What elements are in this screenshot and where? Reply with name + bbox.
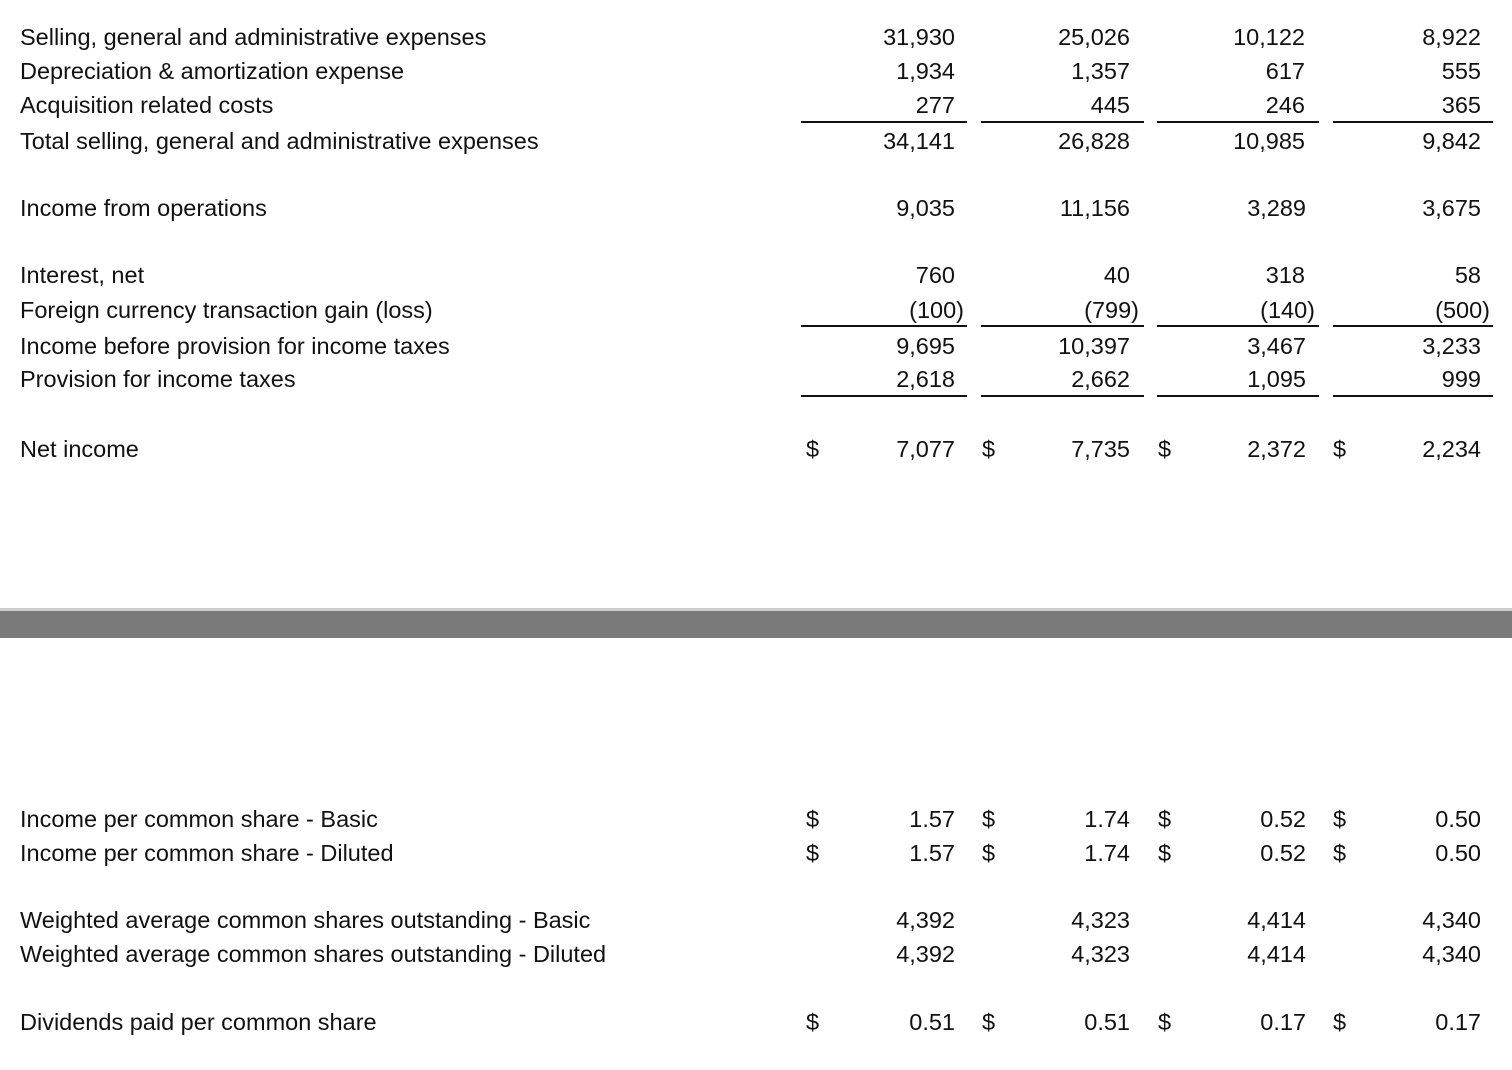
value-col-1: 1.57 (909, 840, 955, 866)
value-col-3: 3,289 (1247, 195, 1306, 221)
table-row (0, 331, 1512, 361)
row-label: Acquisition related costs (20, 92, 274, 118)
value-col-4: 365 (1441, 92, 1481, 118)
subtotal-rule (801, 325, 967, 327)
table-row (0, 126, 1512, 156)
value-col-1: 277 (915, 92, 955, 118)
value-col-2: 1,357 (1071, 58, 1130, 84)
value-col-3: 4,414 (1247, 907, 1306, 933)
row-label: Weighted average common shares outstanding - Diluted (20, 941, 607, 967)
row-label: Foreign currency transaction gain (loss) (20, 297, 433, 323)
table-row (0, 295, 1512, 325)
subtotal-rule (1157, 325, 1319, 327)
value-col-1: 9,035 (896, 195, 955, 221)
value-col-1: 760 (915, 262, 955, 288)
value-col-1: 4,392 (896, 941, 955, 967)
value-col-1: 1,934 (896, 58, 955, 84)
currency-symbol: $ (1158, 806, 1172, 832)
table-row (0, 1007, 1512, 1037)
table-row (0, 364, 1512, 394)
value-col-2: 4,323 (1071, 907, 1130, 933)
value-col-2: 10,397 (1058, 333, 1130, 359)
currency-symbol: $ (982, 840, 996, 866)
value-col-1: 7,077 (896, 436, 955, 462)
row-label: Dividends paid per common share (20, 1009, 377, 1035)
value-col-2: 0.51 (1084, 1009, 1130, 1035)
value-col-1: (100) (909, 297, 964, 323)
value-col-2: 11,156 (1059, 195, 1130, 221)
value-col-3: 10,985 (1233, 128, 1305, 154)
currency-symbol: $ (1333, 806, 1347, 832)
table-row (0, 22, 1512, 52)
value-col-2: 1.74 (1084, 806, 1130, 832)
value-col-1: 1.57 (909, 806, 955, 832)
subtotal-rule (1333, 121, 1493, 123)
currency-symbol: $ (806, 1009, 820, 1035)
table-row (0, 804, 1512, 834)
table-row (0, 838, 1512, 868)
value-col-3: 4,414 (1247, 941, 1306, 967)
value-col-3: 617 (1265, 58, 1305, 84)
value-col-4: 0.50 (1435, 840, 1481, 866)
value-col-3: 318 (1265, 262, 1305, 288)
currency-symbol: $ (1158, 840, 1172, 866)
currency-symbol: $ (982, 436, 996, 462)
currency-symbol: $ (806, 840, 820, 866)
value-col-4: 0.17 (1435, 1009, 1481, 1035)
value-col-3: 1,095 (1247, 366, 1306, 392)
currency-symbol: $ (1333, 840, 1347, 866)
table-row (0, 193, 1512, 223)
value-col-1: 31,930 (883, 24, 955, 50)
value-col-3: 0.52 (1260, 806, 1306, 832)
value-col-3: 2,372 (1247, 436, 1306, 462)
row-label: Income per common share - Diluted (20, 840, 394, 866)
table-row (0, 260, 1512, 290)
value-col-3: 246 (1265, 92, 1305, 118)
table-row (0, 939, 1512, 969)
currency-symbol: $ (806, 436, 820, 462)
value-col-3: 0.52 (1260, 840, 1306, 866)
value-col-2: 7,735 (1071, 436, 1130, 462)
row-label: Net income (20, 436, 139, 462)
value-col-4: 555 (1441, 58, 1481, 84)
subtotal-rule (801, 121, 967, 123)
value-col-4: 3,675 (1422, 195, 1481, 221)
value-col-4: 0.50 (1435, 806, 1481, 832)
currency-symbol: $ (1333, 436, 1347, 462)
value-col-4: 58 (1454, 262, 1481, 288)
value-col-3: 0.17 (1260, 1009, 1306, 1035)
row-label: Selling, general and administrative expenses (20, 24, 487, 50)
currency-symbol: $ (982, 1009, 996, 1035)
total-rule (801, 395, 967, 397)
row-label: Depreciation & amortization expense (20, 58, 405, 84)
row-label: Income per common share - Basic (20, 806, 378, 832)
value-col-2: 445 (1090, 92, 1130, 118)
currency-symbol: $ (1158, 1009, 1172, 1035)
total-rule (1157, 395, 1319, 397)
row-label: Provision for income taxes (20, 366, 296, 392)
subtotal-rule (981, 121, 1144, 123)
value-col-4: 4,340 (1422, 941, 1481, 967)
currency-symbol: $ (806, 806, 820, 832)
table-row (0, 434, 1512, 464)
value-col-1: 2,618 (896, 366, 955, 392)
row-label: Total selling, general and administrative expenses (20, 128, 539, 154)
value-col-1: 34,141 (883, 128, 955, 154)
table-row (0, 56, 1512, 86)
row-label: Weighted average common shares outstanding - Basic (20, 907, 591, 933)
total-rule (981, 395, 1144, 397)
value-col-2: 2,662 (1071, 366, 1130, 392)
value-col-4: 999 (1441, 366, 1481, 392)
value-col-3: (140) (1260, 297, 1315, 323)
value-col-4: (500) (1435, 297, 1490, 323)
value-col-4: 4,340 (1422, 907, 1481, 933)
currency-symbol: $ (982, 806, 996, 832)
section-divider (0, 608, 1512, 638)
value-col-1: 4,392 (896, 907, 955, 933)
subtotal-rule (1333, 325, 1493, 327)
value-col-2: 25,026 (1058, 24, 1130, 50)
value-col-4: 3,233 (1422, 333, 1481, 359)
table-row (0, 905, 1512, 935)
value-col-4: 9,842 (1422, 128, 1481, 154)
value-col-2: 26,828 (1058, 128, 1130, 154)
value-col-2: 40 (1103, 262, 1130, 288)
row-label: Income from operations (20, 195, 267, 221)
value-col-1: 0.51 (909, 1009, 955, 1035)
row-label: Interest, net (20, 262, 145, 288)
subtotal-rule (981, 325, 1144, 327)
total-rule (1333, 395, 1493, 397)
value-col-2: 4,323 (1071, 941, 1130, 967)
value-col-4: 8,922 (1422, 24, 1481, 50)
subtotal-rule (1157, 121, 1319, 123)
value-col-2: (799) (1084, 297, 1139, 323)
value-col-1: 9,695 (896, 333, 955, 359)
value-col-3: 10,122 (1233, 24, 1305, 50)
row-label: Income before provision for income taxes (20, 333, 450, 359)
value-col-3: 3,467 (1247, 333, 1306, 359)
currency-symbol: $ (1333, 1009, 1347, 1035)
value-col-4: 2,234 (1422, 436, 1481, 462)
currency-symbol: $ (1158, 436, 1172, 462)
value-col-2: 1.74 (1084, 840, 1130, 866)
table-row (0, 90, 1512, 120)
